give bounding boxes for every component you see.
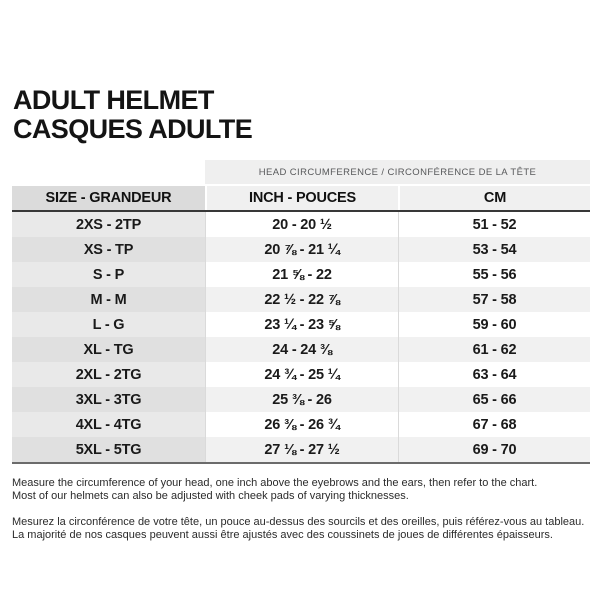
- table-row: [12, 312, 590, 337]
- cm-cell: 67 - 68: [398, 412, 590, 437]
- table-row: [12, 387, 590, 412]
- cm-cell: 57 - 58: [398, 287, 590, 312]
- note-en-line1: Measure the circumference of your head, one inch above the eyebrows and the ears, then refer to the chart.: [12, 477, 538, 489]
- note-english: [12, 477, 590, 503]
- note-en-line2: Most of our helmets can also be adjusted with cheek pads of varying thicknesses.: [12, 490, 409, 502]
- size-cell: 5XL - 5TG: [12, 437, 205, 462]
- cm-cell: 55 - 56: [398, 262, 590, 287]
- table-row: [12, 412, 590, 437]
- size-cell: 2XL - 2TG: [12, 362, 205, 387]
- head-circumference-span-header: HEAD CIRCUMFERENCE / CIRCONFÉRENCE DE LA TÊTE: [205, 160, 590, 184]
- size-cell: 4XL - 4TG: [12, 412, 205, 437]
- size-cell: M - M: [12, 287, 205, 312]
- table-row: [12, 262, 590, 287]
- inch-cell: 20 - 20 ½: [205, 212, 398, 237]
- cm-cell: 51 - 52: [398, 212, 590, 237]
- cm-cell: 61 - 62: [398, 337, 590, 362]
- size-cell: XL - TG: [12, 337, 205, 362]
- inch-cell: 26 ⅜ - 26 ¾: [205, 412, 398, 437]
- page-title-fr: CASQUES ADULTE: [13, 114, 253, 144]
- size-table: [12, 160, 590, 464]
- table-header-row: [12, 186, 590, 212]
- note-fr-line2: La majorité de nos casques peuvent aussi être ajustés avec des coussinets de joues de différentes épaisseurs.: [12, 529, 553, 541]
- table-row: [12, 287, 590, 312]
- page-title: [13, 86, 252, 144]
- size-cell: L - G: [12, 312, 205, 337]
- column-header-inch: INCH - POUCES: [205, 186, 398, 210]
- table-body: [12, 212, 590, 464]
- inch-cell: 24 - 24 ⅜: [205, 337, 398, 362]
- note-fr-line1: Mesurez la circonférence de votre tête, un pouce au-dessus des sourcils et des oreilles, puis référez-vous au tableau.: [12, 516, 585, 528]
- cm-cell: 63 - 64: [398, 362, 590, 387]
- inch-cell: 21 ⅝ - 22: [205, 262, 398, 287]
- table-row: [12, 212, 590, 237]
- column-header-cm: CM: [398, 186, 590, 210]
- size-cell: XS - TP: [12, 237, 205, 262]
- inch-cell: 23 ¼ - 23 ⅝: [205, 312, 398, 337]
- inch-cell: 27 ⅛ - 27 ½: [205, 437, 398, 462]
- size-cell: S - P: [12, 262, 205, 287]
- table-row: [12, 362, 590, 387]
- column-header-size: SIZE - GRANDEUR: [12, 186, 205, 210]
- size-cell: 2XS - 2TP: [12, 212, 205, 237]
- page-title-en: ADULT HELMET: [13, 85, 214, 115]
- note-french: [12, 516, 590, 542]
- table-row: [12, 437, 590, 462]
- cm-cell: 53 - 54: [398, 237, 590, 262]
- table-row: [12, 237, 590, 262]
- inch-cell: 24 ¾ - 25 ¼: [205, 362, 398, 387]
- cm-cell: 59 - 60: [398, 312, 590, 337]
- size-cell: 3XL - 3TG: [12, 387, 205, 412]
- cm-cell: 69 - 70: [398, 437, 590, 462]
- table-row: [12, 337, 590, 362]
- inch-cell: 20 ⅞ - 21 ¼: [205, 237, 398, 262]
- cm-cell: 65 - 66: [398, 387, 590, 412]
- inch-cell: 25 ⅜ - 26: [205, 387, 398, 412]
- measurement-notes: [12, 477, 590, 555]
- inch-cell: 22 ½ - 22 ⅞: [205, 287, 398, 312]
